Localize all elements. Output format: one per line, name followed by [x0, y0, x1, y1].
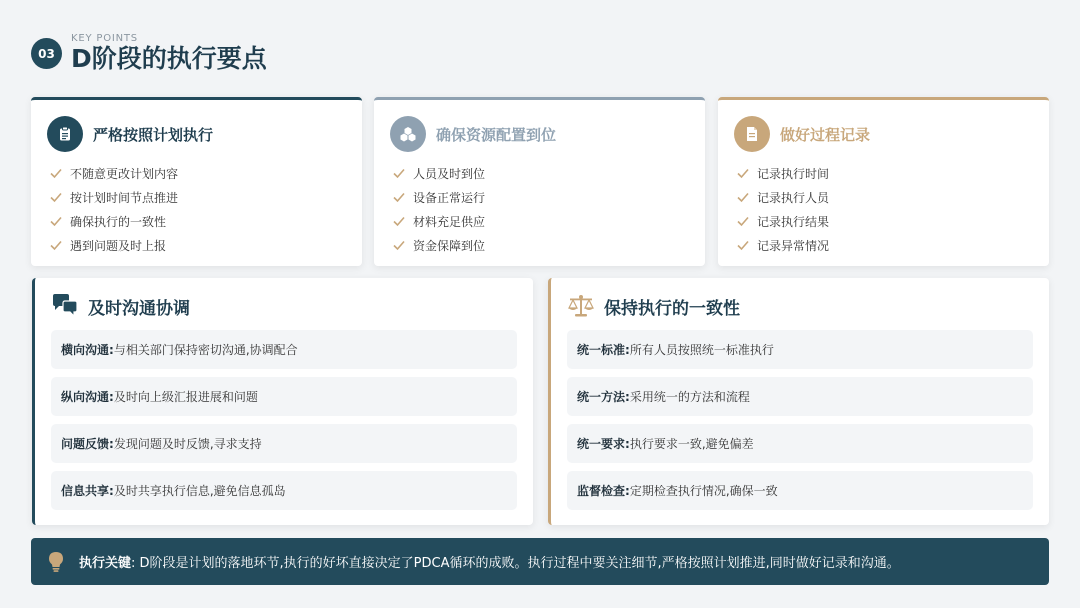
card-process-records [718, 97, 1049, 266]
info-row [567, 471, 1033, 510]
info-row [567, 377, 1033, 416]
panel-rows [51, 330, 517, 510]
list-item [734, 209, 1033, 233]
panel-rows [567, 330, 1033, 510]
check-icon [392, 166, 406, 180]
check-icon [736, 238, 750, 252]
list-item-text: 记录执行时间 [757, 166, 830, 181]
list-item [390, 209, 689, 233]
list-item [734, 161, 1033, 185]
list-item [390, 233, 689, 257]
check-icon [49, 166, 63, 180]
list-item [390, 185, 689, 209]
clipboard-icon [47, 116, 83, 152]
list-item [47, 233, 346, 257]
row-text: 及时向上级汇报进展和问题 [113, 390, 258, 404]
row-text: 及时共享执行信息,避免信息孤岛 [113, 484, 286, 498]
check-icon [392, 214, 406, 228]
page-title: D阶段的执行要点 [71, 44, 267, 73]
info-row [51, 330, 517, 369]
list-item [734, 233, 1033, 257]
row-label: 信息共享: [61, 484, 114, 498]
lightbulb-icon [48, 551, 64, 573]
list-item-text: 人员及时到位 [413, 166, 486, 181]
card-header [734, 116, 1033, 152]
key-point-text: : D阶段是计划的落地环节,执行的好坏直接决定了PDCA循环的成败。执行过程中要关注细节,严格按照计划推进,同时做好记录和沟通。 [131, 556, 900, 571]
card-item-list [390, 161, 689, 257]
row-text: 定期检查执行情况,确保一致 [629, 484, 778, 498]
list-item [390, 161, 689, 185]
check-icon [392, 238, 406, 252]
info-row [567, 330, 1033, 369]
info-row [567, 424, 1033, 463]
list-item-text: 按计划时间节点推进 [70, 190, 179, 205]
list-item-text: 确保执行的一致性 [70, 214, 167, 229]
row-label: 统一标准: [577, 343, 630, 357]
document-icon [734, 116, 770, 152]
section-header [31, 33, 267, 74]
row-label: 统一方法: [577, 390, 630, 404]
info-row [51, 471, 517, 510]
row-text: 发现问题及时反馈,寻求支持 [113, 437, 262, 451]
card-strict-execution [31, 97, 362, 266]
check-icon [49, 214, 63, 228]
check-icon [736, 190, 750, 204]
row-label: 问题反馈: [61, 437, 114, 451]
list-item [47, 161, 346, 185]
check-icon [49, 238, 63, 252]
card-header [390, 116, 689, 152]
cubes-icon [390, 116, 426, 152]
check-icon [392, 190, 406, 204]
row-text: 采用统一的方法和流程 [629, 390, 750, 404]
title-block [71, 33, 267, 74]
list-item-text: 记录执行人员 [757, 190, 830, 205]
info-row [51, 424, 517, 463]
card-item-list [47, 161, 346, 257]
panel-communication [32, 278, 533, 525]
scale-icon [567, 294, 595, 318]
panel-consistency [548, 278, 1049, 525]
key-point-bar [31, 538, 1049, 585]
card-title: 做好过程记录 [780, 125, 871, 144]
card-item-list [734, 161, 1033, 257]
check-icon [49, 190, 63, 204]
card-resource-allocation [374, 97, 705, 266]
list-item-text: 资金保障到位 [413, 238, 486, 253]
list-item [47, 209, 346, 233]
list-item [47, 185, 346, 209]
panel-title: 及时沟通协调 [88, 298, 190, 319]
panel-header [567, 290, 1033, 322]
check-icon [736, 214, 750, 228]
row-text: 执行要求一致,避免偏差 [629, 437, 754, 451]
list-item-text: 材料充足供应 [413, 214, 486, 229]
list-item [734, 185, 1033, 209]
row-text: 与相关部门保持密切沟通,协调配合 [113, 343, 298, 357]
row-text: 所有人员按照统一标准执行 [629, 343, 774, 357]
list-item-text: 记录异常情况 [757, 238, 830, 253]
list-item-text: 设备正常运行 [413, 190, 486, 205]
check-icon [736, 166, 750, 180]
row-label: 纵向沟通: [61, 390, 114, 404]
card-title: 严格按照计划执行 [93, 125, 214, 144]
chat-icon [51, 293, 79, 319]
list-item-text: 不随意更改计划内容 [70, 166, 179, 181]
section-kicker: KEY POINTS [71, 33, 138, 44]
section-number-badge: 03 [31, 38, 62, 69]
key-point-label: 执行关键 [79, 556, 132, 571]
row-label: 监督检查: [577, 484, 630, 498]
row-label: 统一要求: [577, 437, 630, 451]
card-title: 确保资源配置到位 [436, 125, 557, 144]
panel-header [51, 290, 517, 322]
info-row [51, 377, 517, 416]
card-header [47, 116, 346, 152]
row-label: 横向沟通: [61, 343, 114, 357]
panel-title: 保持执行的一致性 [604, 298, 740, 319]
list-item-text: 记录执行结果 [757, 214, 830, 229]
list-item-text: 遇到问题及时上报 [70, 238, 167, 253]
